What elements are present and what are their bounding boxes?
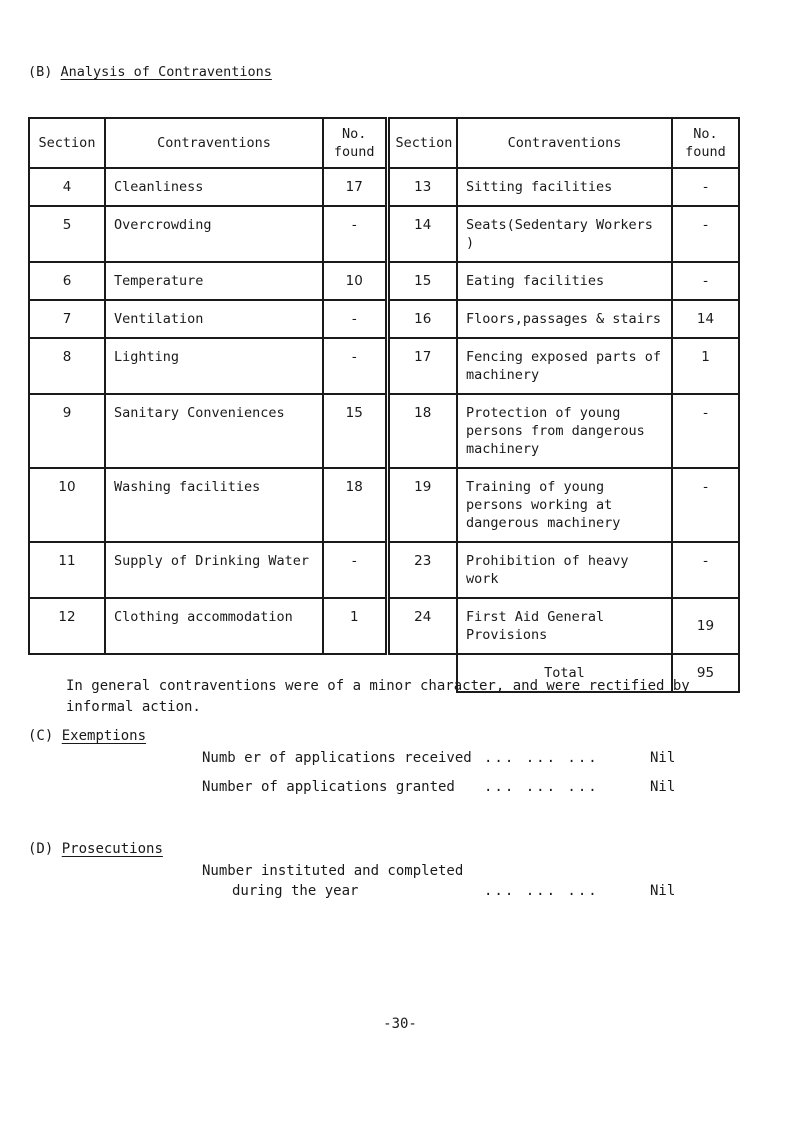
row-contravention-2: Floors,passages & stairs — [457, 300, 672, 338]
row-contravention: Lighting — [105, 338, 323, 394]
row-section: 11 — [29, 542, 105, 598]
exemptions-granted-text: Number of applications granted — [202, 779, 455, 795]
row-section: 12 — [29, 598, 105, 654]
row-contravention: Overcrowding — [105, 206, 323, 262]
row-section: 6 — [29, 262, 105, 300]
table-row — [29, 338, 739, 394]
table-row — [29, 598, 739, 654]
row-contravention-2: Protection of young persons from dangerous machinery — [457, 394, 672, 468]
row-found-2: - — [672, 206, 739, 262]
table-row — [29, 262, 739, 300]
row-section-2: 17 — [387, 338, 457, 394]
exemptions-heading — [28, 728, 146, 744]
total-value: 95 — [672, 654, 739, 692]
row-found: - — [323, 542, 387, 598]
header-contraventions: Contraventions — [105, 118, 323, 168]
row-contravention-2: Prohibition of heavy work — [457, 542, 672, 598]
table-row — [29, 394, 739, 468]
row-contravention-2: Training of young persons working at dangerous machinery — [457, 468, 672, 542]
heading-letter: (B) — [28, 64, 53, 80]
exemptions-granted-value: Nil — [650, 779, 676, 795]
row-found: 18 — [323, 468, 387, 542]
page-number: -30- — [383, 1016, 417, 1032]
exemptions-received-dots: ... ... ... — [484, 750, 599, 766]
row-section: 5 — [29, 206, 105, 262]
prosecutions-heading — [28, 841, 163, 857]
row-section: 8 — [29, 338, 105, 394]
row-section: 7 — [29, 300, 105, 338]
row-section-2: 16 — [387, 300, 457, 338]
row-found: - — [323, 300, 387, 338]
row-found: 1 — [323, 598, 387, 654]
row-section-2: 13 — [387, 168, 457, 206]
header-contraventions-2: Contraventions — [457, 118, 672, 168]
prosecutions-line-2: during the year — [232, 883, 359, 899]
row-section: 10 — [29, 468, 105, 542]
row-contravention-2: Eating facilities — [457, 262, 672, 300]
row-found: 10 — [323, 262, 387, 300]
row-found-2: 1 — [672, 338, 739, 394]
prosecutions-line-1: Number instituted and completed — [202, 863, 464, 879]
row-section: 9 — [29, 394, 105, 468]
summary-paragraph: In general contraventions were of a minor character, and were rectified by informal action. — [66, 678, 690, 715]
row-contravention-2: First Aid General Provisions — [457, 598, 672, 654]
row-found-2: - — [672, 168, 739, 206]
row-found-2: - — [672, 542, 739, 598]
row-found: 17 — [323, 168, 387, 206]
row-found-2: 19 — [672, 598, 739, 654]
row-contravention: Washing facilities — [105, 468, 323, 542]
row-contravention: Sanitary Conveniences — [105, 394, 323, 468]
row-found: - — [323, 338, 387, 394]
exemptions-received-text: Numb er of applications received — [202, 750, 472, 766]
row-contravention: Temperature — [105, 262, 323, 300]
table-row — [29, 300, 739, 338]
row-found: 15 — [323, 394, 387, 468]
header-section-2: Section — [387, 118, 457, 168]
row-section-2: 15 — [387, 262, 457, 300]
row-contravention-2: Seats(Sedentary Workers ) — [457, 206, 672, 262]
row-section-2: 23 — [387, 542, 457, 598]
header-found: No. found — [323, 118, 387, 168]
row-found-2: - — [672, 262, 739, 300]
contraventions-table — [28, 117, 740, 693]
row-section-2: 19 — [387, 468, 457, 542]
row-section-2: 18 — [387, 394, 457, 468]
table-row — [29, 468, 739, 542]
prosecutions-label: Prosecutions — [61, 841, 163, 857]
exemptions-label: Exemptions — [61, 728, 147, 744]
header-section: Section — [29, 118, 105, 168]
exemptions-granted-dots: ... ... ... — [484, 779, 599, 795]
row-contravention: Cleanliness — [105, 168, 323, 206]
exemptions-letter: (C) — [28, 728, 54, 744]
total-label: Total — [457, 654, 672, 692]
prosecutions-value: Nil — [650, 883, 676, 899]
prosecutions-dots: ... ... ... — [484, 883, 599, 899]
table-row — [29, 168, 739, 206]
row-found: - — [323, 206, 387, 262]
row-contravention-2: Fencing exposed parts of machinery — [457, 338, 672, 394]
row-section-2: 24 — [387, 598, 457, 654]
row-contravention-2: Sitting facilities — [457, 168, 672, 206]
section-heading — [28, 64, 272, 80]
heading-title: Analysis of Contraventions — [60, 64, 272, 80]
exemptions-received-value: Nil — [650, 750, 676, 766]
prosecutions-letter: (D) — [28, 841, 54, 857]
row-contravention: Clothing accommodation — [105, 598, 323, 654]
table-row — [29, 542, 739, 598]
table-header-row — [29, 118, 739, 168]
table-row — [29, 206, 739, 262]
row-section-2: 14 — [387, 206, 457, 262]
row-section: 4 — [29, 168, 105, 206]
header-found-2: No. found — [672, 118, 739, 168]
row-contravention: Ventilation — [105, 300, 323, 338]
row-found-2: 14 — [672, 300, 739, 338]
row-contravention: Supply of Drinking Water — [105, 542, 323, 598]
row-found-2: - — [672, 468, 739, 542]
row-found-2: - — [672, 394, 739, 468]
